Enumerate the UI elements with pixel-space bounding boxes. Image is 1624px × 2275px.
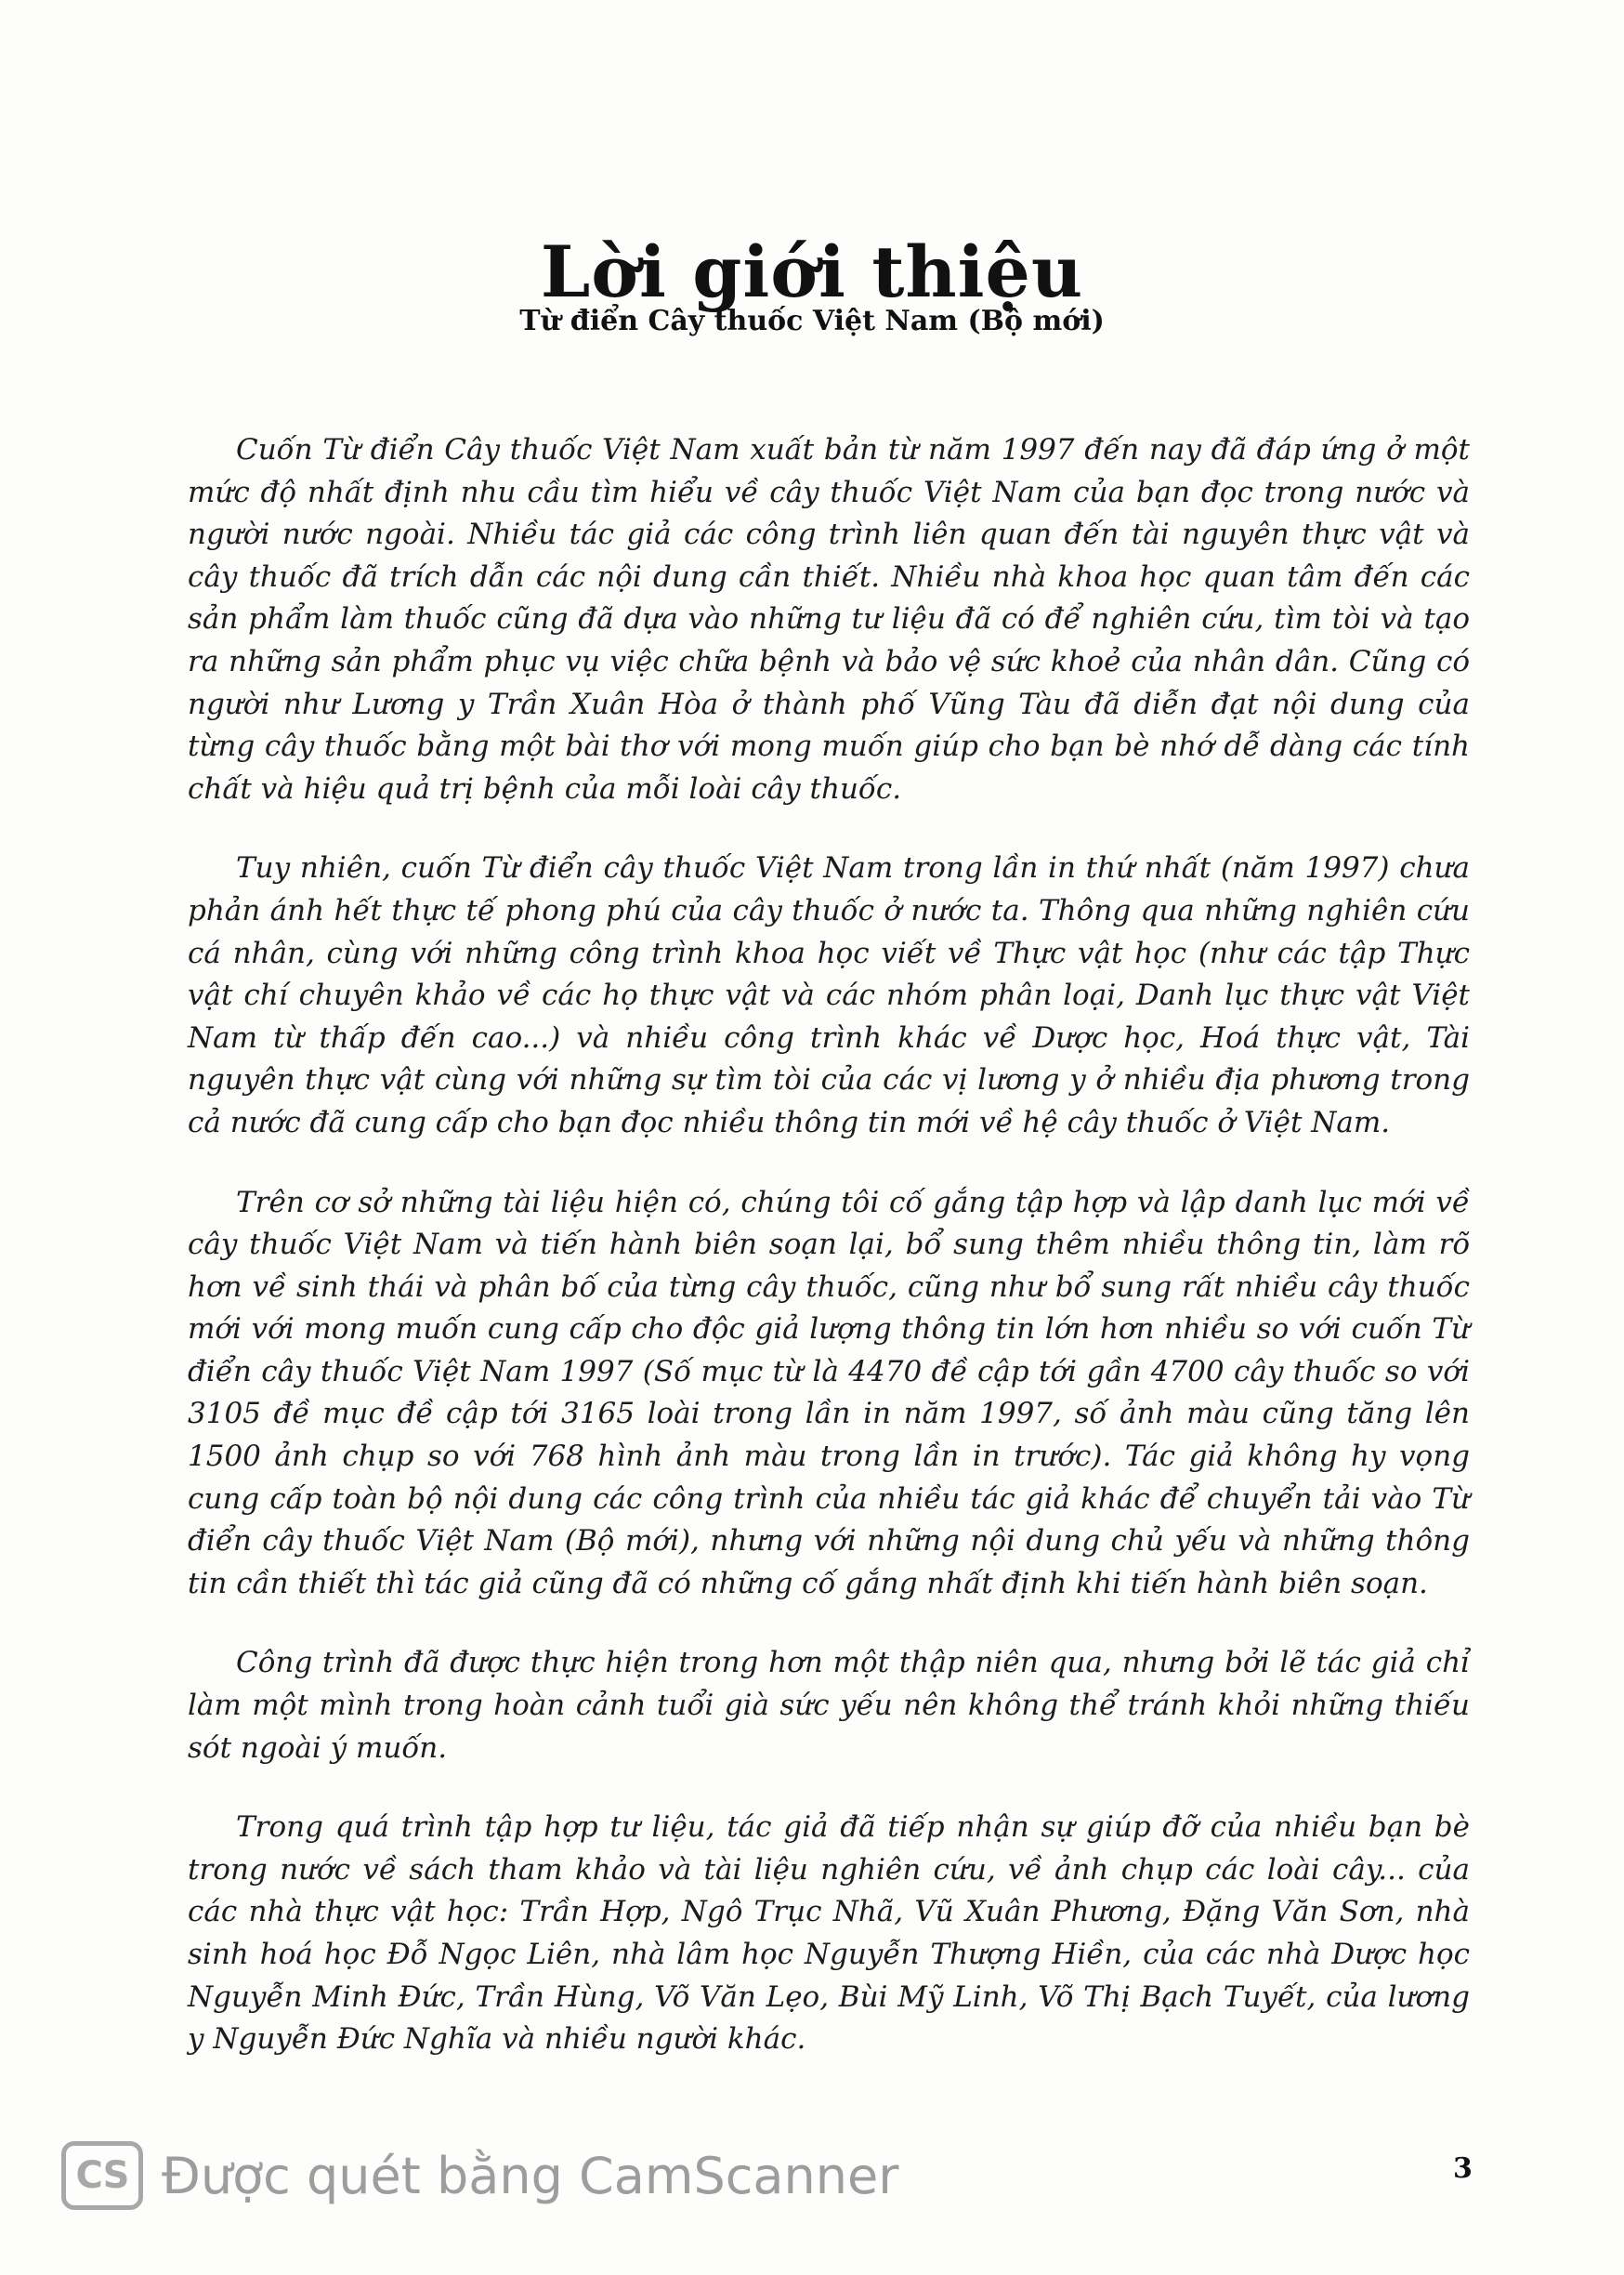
page-title: Lời giới thiệu: [540, 230, 1084, 313]
camscanner-watermark: [61, 2141, 898, 2210]
page-subtitle: Từ điển Cây thuốc Việt Nam (Bộ mới): [519, 305, 1105, 337]
page-number: 3: [1453, 2152, 1473, 2185]
body-text: [188, 429, 1470, 2098]
camscanner-logo-icon: CS: [61, 2141, 143, 2210]
paragraph: Công trình đã được thực hiện trong hơn một thập niên qua, nhưng bởi lẽ tác giả chỉ làm một mình trong hoàn cảnh tuổi già sức yếu nên không thể tránh khỏi những thiếu sót ngoài ý muốn.: [188, 1646, 1470, 1765]
paragraph: Cuốn Từ điển Cây thuốc Việt Nam xuất bản từ năm 1997 đến nay đã đáp ứng ở một mức độ nhất định nhu cầu tìm hiểu về cây thuốc Việt Nam của bạn đọc trong nước và người nước ngoài. Nhiều tác giả các công trình liên quan đến tài nguyên thực vật và cây thuốc đã trích dẫn các nội dung cần thiết. Nhiều nhà khoa học quan tâm đến các sản phẩm làm thuốc cũng đã dựa vào những tư liệu đã có để nghiên cứu, tìm tòi và tạo ra những sản phẩm phục vụ việc chữa bệnh và bảo vệ sức khoẻ của nhân dân. Cũng có người như Lương y Trần Xuân Hòa ở thành phố Vũng Tàu đã diễn đạt nội dung của từng cây thuốc bằng một bài thơ với mong muốn giúp cho bạn bè nhớ dễ dàng các tính chất và hiệu quả trị bệnh của mỗi loài cây thuốc.: [188, 433, 1470, 806]
paragraph: Trong quá trình tập hợp tư liệu, tác giả đã tiếp nhận sự giúp đỡ của nhiều bạn bè trong nước về sách tham khảo và tài liệu nghiên cứu, về ảnh chụp các loài cây... của các nhà thực vật học: Trần Hợp, Ngô Trục Nhã, Vũ Xuân Phương, Đặng Văn Sơn, nhà sinh hoá học Đỗ Ngọc Liên, nhà lâm học Nguyễn Thượng Hiền, của các nhà Dược học Nguyễn Minh Đức, Trần Hùng, Võ Văn Lẹo, Bùi Mỹ Linh, Võ Thị Bạch Tuyết, của lương y Nguyễn Đức Nghĩa và nhiều người khác.: [188, 1810, 1470, 2057]
paragraph: Trên cơ sở những tài liệu hiện có, chúng tôi cố gắng tập hợp và lập danh lục mới về cây thuốc Việt Nam và tiến hành biên soạn lại, bổ sung thêm nhiều thông tin, làm rõ hơn về sinh thái và phân bố của từng cây thuốc, cũng như bổ sung rất nhiều cây thuốc mới với mong muốn cung cấp cho độc giả lượng thông tin lớn hơn nhiều so với cuốn Từ điển cây thuốc Việt Nam 1997 (Số mục từ là 4470 đề cập tới gần 4700 cây thuốc so với 3105 đề mục đề cập tới 3165 loài trong lần in năm 1997, số ảnh màu cũng tăng lên 1500 ảnh chụp so với 768 hình ảnh màu trong lần in trước). Tác giả không hy vọng cung cấp toàn bộ nội dung các công trình của nhiều tác giả khác để chuyển tải vào Từ điển cây thuốc Việt Nam (Bộ mới), nhưng với những nội dung chủ yếu và những thông tin cần thiết thì tác giả cũng đã có những cố gắng nhất định khi tiến hành biên soạn.: [188, 1185, 1470, 1600]
camscanner-text: Được quét bằng CamScanner: [162, 2146, 899, 2205]
paragraph: Tuy nhiên, cuốn Từ điển cây thuốc Việt Nam trong lần in thứ nhất (năm 1997) chưa phản ánh hết thực tế phong phú của cây thuốc ở nước ta. Thông qua những nghiên cứu cá nhân, cùng với những công trình khoa học viết về Thực vật học (như các tập Thực vật chí chuyên khảo về các họ thực vật và các nhóm phân loại, Danh lục thực vật Việt Nam từ thấp đến cao...) và nhiều công trình khác về Dược học, Hoá thực vật, Tài nguyên thực vật cùng với những sự tìm tòi của các vị lương y ở nhiều địa phương trong cả nước đã cung cấp cho bạn đọc nhiều thông tin mới về hệ cây thuốc ở Việt Nam.: [188, 851, 1470, 1139]
